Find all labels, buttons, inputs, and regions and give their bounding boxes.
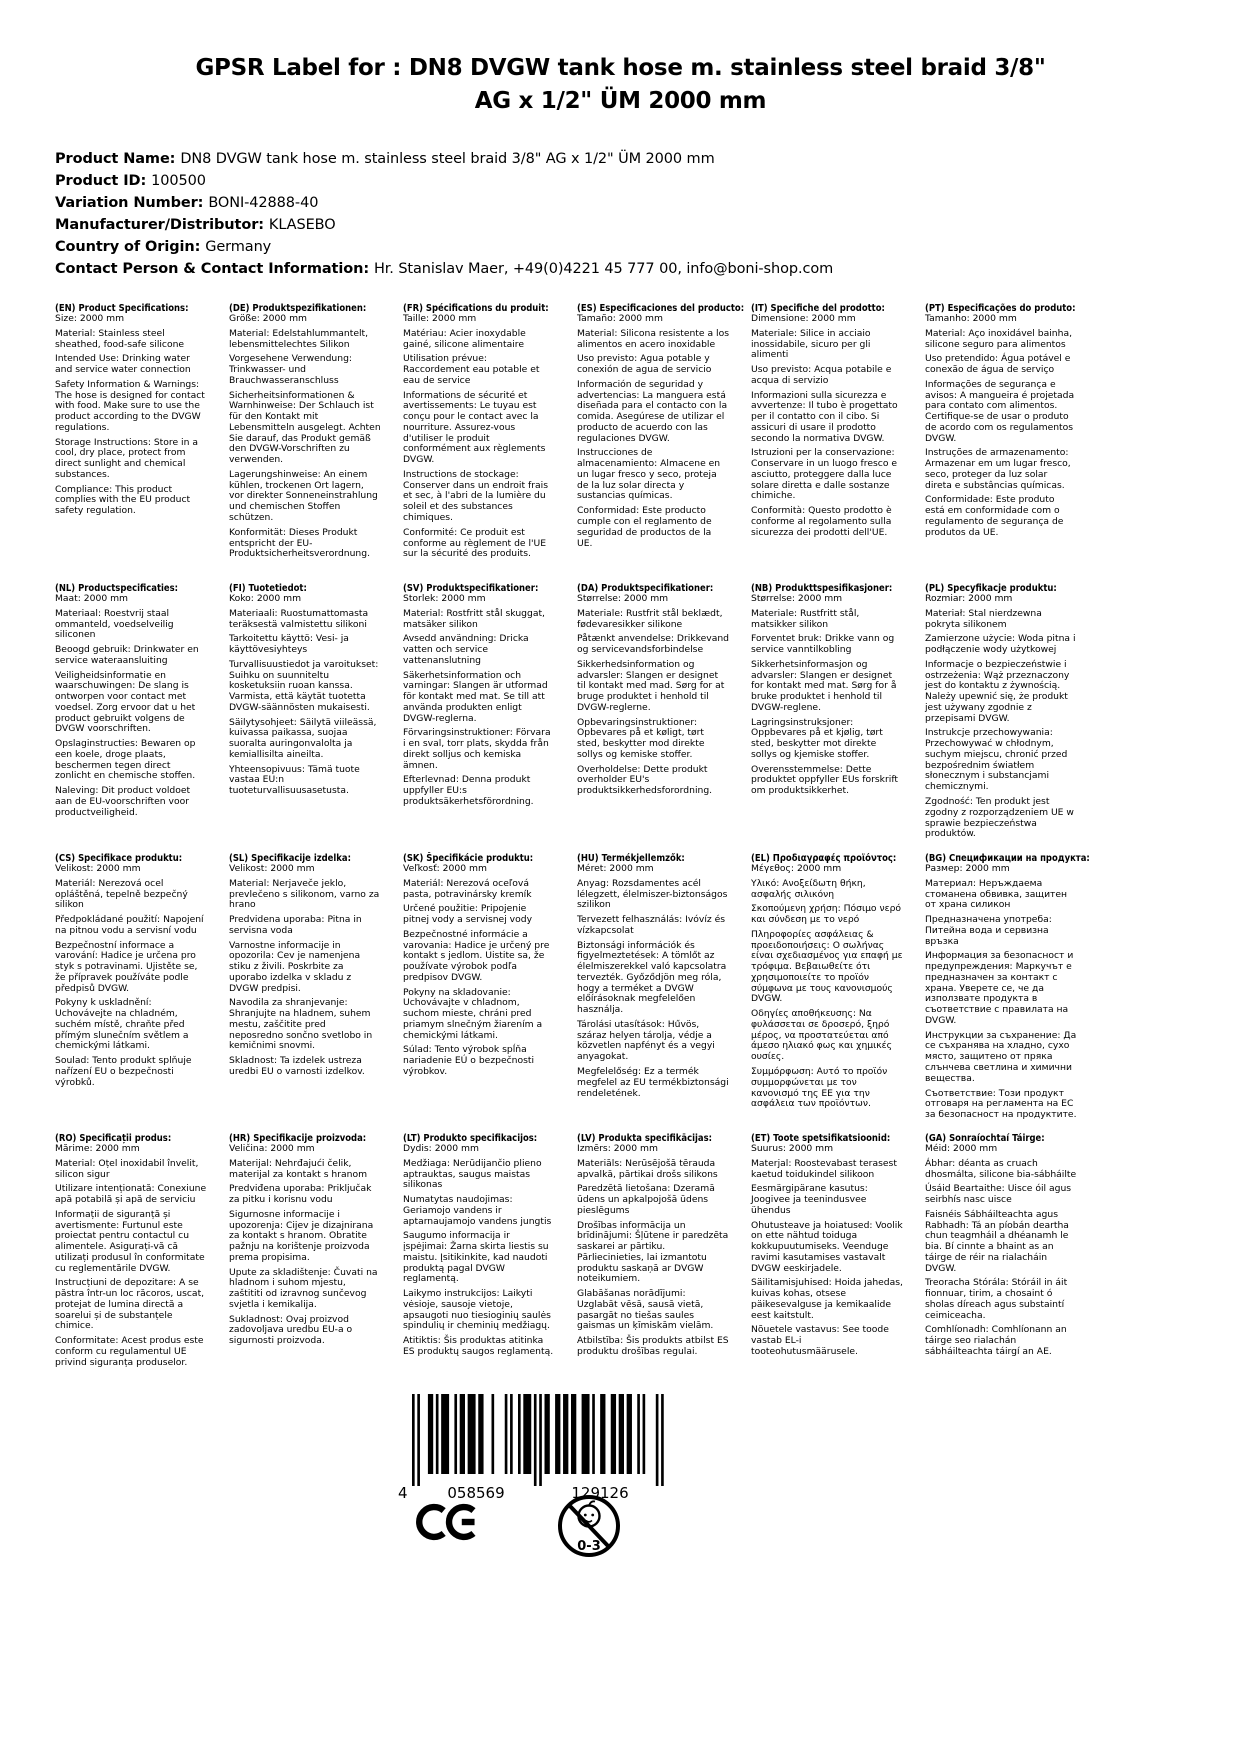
lang-paragraph: Sukladnost: Ovaj proizvod zadovoljava uredbu EU-a o sigurnosti proizvoda. [229, 1313, 353, 1347]
lang-paragraph: Tárolási utasítások: Hűvös, száraz helyen tárolja, védje a közvetlen napfényt és a vegyi anyagokat. [577, 1018, 715, 1063]
lang-block-el [751, 853, 903, 1133]
lang-heading: (NB) Produkttspesifikasjoner: [751, 583, 893, 594]
lang-block-pl [925, 583, 1077, 853]
lang-paragraph: Materiale: Rustfrit stål beklædt, fødevaresikker silikone [577, 607, 723, 630]
lang-block-sk [403, 853, 555, 1133]
lang-paragraph: Tervezett felhasználás: Ivóvíz és vízkapcsolat [577, 914, 726, 936]
lang-block-sl [229, 853, 381, 1133]
lang-size-line: Tamanho: 2000 mm [925, 313, 1017, 324]
lang-paragraph: Faisnéis Sábháilteachta agus Rabhadh: Tá an píobán deartha chun teagmháil a dhéanamh le bia. Bí cinnte a bhaint as an táirge de réir na rialacháin DVGW. [925, 1208, 1069, 1274]
lang-size-line: Størrelse: 2000 mm [751, 593, 843, 604]
lang-block-nl [55, 583, 207, 853]
lang-paragraph: Påtænkt anvendelse: Drikkevand og servicevandsforbindelse [577, 633, 729, 656]
lang-paragraph: Anyag: Rozsdamentes acél lélegzett, élelmiszer-biztonságos szilikon [577, 877, 728, 911]
lang-paragraph: Pokyny k uskladnění: Uchovávejte na chladném, suchém místě, chraňte před přímým slunečním světlem a chemickými látkami. [55, 997, 189, 1052]
lang-block-et [751, 1133, 903, 1369]
lang-paragraph: Overensstemmelse: Dette produktet oppfyller EUs forskrift om produktsikkerhet. [751, 763, 899, 797]
lang-heading: (ET) Toote spetsifikatsioonid: [751, 1133, 891, 1144]
lang-paragraph: Información de seguridad y advertencias: La manguera está diseñada para el contacto con la comida. Asegúrese de utilizar el producto de acuerdo con las regulaciones DVGW. [577, 378, 728, 444]
lang-heading: (FI) Tuotetiedot: [229, 583, 307, 594]
lang-paragraph: Conformidad: Este producto cumple con el reglamento de seguridad de productos de la UE. [577, 505, 712, 549]
product-info-line [55, 258, 833, 280]
lang-heading: (RO) Specificații produs: [55, 1133, 172, 1144]
lang-block-hu [577, 853, 729, 1133]
lang-block-es [577, 303, 745, 583]
lang-paragraph: Informations de sécurité et avertissements: Le tuyau est conçu pour le contact avec la nourriture. Assurez-vous d'utiliser le produit conformément aux règlements DVGW. [403, 389, 546, 466]
lang-paragraph: Laikymo instrukcijos: Laikyti vėsioje, sausoje vietoje, apsaugoti nuo tiesioginių saulės spindulių ir cheminių medžiagų. [403, 1288, 551, 1332]
lang-paragraph: Instrukcje przechowywania: Przechowywać w chłodnym, suchym miejscu, chronić przed bezpośrednim światłem słonecznym i substancjami chemicznymi. [925, 727, 1068, 793]
lang-paragraph: Varnostne informacije in opozorila: Cev je namenjena stiku z živili. Poskrbite za uporabo izdelka v skladu z DVGW predpisi. [229, 939, 361, 994]
lang-paragraph: Säilitamisjuhised: Hoida jahedas, kuivas kohas, otsese päikesevalguse ja kemikaalide eest kaitstult. [751, 1277, 903, 1321]
lang-paragraph: Conformité: Ce produit est conforme au règlement de l'UE sur la sécurité des produits. [403, 526, 547, 560]
lang-paragraph: Veiligheidsinformatie en waarschuwingen: De slang is ontworpen voor contact met voedsel. Zorg ervoor dat u het product gebruikt volgens de DVGW voorschriften. [55, 669, 196, 735]
lang-paragraph: Matériau: Acier inoxydable gainé, silicone alimentaire [403, 327, 526, 350]
lang-paragraph: Upute za skladištenje: Čuvati na hladnom i suhom mjestu, zaštititi od izravnog sunčevog svjetla i kemikalija. [229, 1266, 378, 1310]
lang-paragraph: Säkerhetsinformation och varningar: Slangen är utformad för kontakt med mat. Se till att använda produkten enligt DVGW-reglerna. [403, 669, 548, 724]
lang-paragraph: Megfelelőség: Ez a termék megfelel az EU termékbiztonsági rendeletének. [577, 1066, 729, 1099]
lang-size-line: Size: 2000 mm [55, 313, 125, 324]
lang-heading: (EN) Product Specifications: [55, 303, 189, 314]
lang-block-sv [403, 583, 555, 853]
lang-paragraph: Atbilstība: Šis produkts atbilst ES produktu drošības regulai. [577, 1335, 729, 1358]
lang-heading: (SK) Špecifikácie produktu: [403, 853, 534, 864]
lang-size-line: Dimensione: 2000 mm [751, 313, 856, 324]
lang-heading: (HR) Specifikacije proizvoda: [229, 1133, 367, 1144]
lang-paragraph: Saugumo informacija ir įspėjimai: Žarna skirta liestis su maistu. Įsitikinkite, kad naudoti produktą pagal DVGW reglamentą. [403, 1230, 549, 1285]
lang-paragraph: Sikkerhetsinformasjon og advarsler: Slangen er designet for kontakt med mat. Sørg for å bruke produktet i henhold til DVGW-reglene. [751, 658, 897, 713]
product-info-label: Variation Number: [55, 195, 209, 211]
lang-size-line: Koko: 2000 mm [229, 593, 302, 604]
lang-block-ga [925, 1133, 1077, 1369]
lang-paragraph: Πληροφορίες ασφάλειας & προειδοποιήσεις: Ο σωλήνας είναι σχεδιασμένος για επαφή με τρόφιμα. Βεβαιωθείτε ότι χρησιμοποιείτε το προϊόν σύμφωνα με τους κανονισμούς DVGW. [751, 928, 903, 1005]
lang-size-line: Μέγεθος: 2000 mm [751, 863, 842, 874]
lang-paragraph: Material: Aço inoxidável bainha, silicone seguro para alimentos [925, 327, 1072, 350]
lang-paragraph: Soulad: Tento produkt splňuje nařízení EU o bezpečnosti výrobků. [55, 1055, 192, 1088]
lang-heading: (HU) Termékjellemzők: [577, 853, 685, 864]
lang-paragraph: Určené použitie: Pripojenie pitnej vody a servisnej vody [403, 903, 533, 926]
lang-heading: (ES) Especificaciones del producto: [577, 303, 745, 314]
product-info-label: Manufacturer/Distributor: [55, 217, 269, 233]
lang-paragraph: Materiál: Nerezová ocel opláštěná, tepelně bezpečný silikon [55, 877, 188, 911]
lang-paragraph: Säilytysohjeet: Säilytä viileässä, kuivassa paikassa, suojaa suoralta auringonvalolta ja kemiallisilta aineilta. [229, 716, 377, 760]
lang-paragraph: Materiał: Stal nierdzewna pokryta silikonem [925, 607, 1042, 630]
product-info-value: Germany [205, 239, 272, 255]
lang-paragraph: Uso previsto: Agua potable y conexión de agua de servicio [577, 353, 712, 376]
lang-paragraph: Uso previsto: Acqua potabile e acqua di servizio [751, 364, 892, 386]
lang-block-fr [403, 303, 555, 583]
lang-paragraph: Съответствие: Този продукт отговаря на регламента на ЕС за безопасност на продуктите. [925, 1087, 1077, 1121]
product-info-value: KLASEBO [268, 217, 336, 233]
lang-heading: (FR) Spécifications du produit: [403, 303, 549, 314]
lang-size-line: Izmērs: 2000 mm [577, 1143, 658, 1154]
lang-paragraph: Sigurnosne informacije i upozorenja: Cijev je dizajnirana za kontakt s hranom. Obratite pažnju na korištenje proizvoda prema propisima. [229, 1208, 374, 1263]
lang-paragraph: Materiāls: Nerūsējošā tērauda apvalkā, pārtikai drošs silikons [577, 1157, 718, 1180]
page-title [0, 52, 1241, 119]
product-info-label: Product Name: [55, 151, 181, 167]
lang-size-line: Размер: 2000 mm [925, 863, 1010, 874]
lang-paragraph: Предназначена употреба: Питейна вода и сервизна връзка [925, 914, 1052, 947]
svg-text:4: 4 [398, 1484, 408, 1502]
lang-paragraph: Materjal: Roostevabast terasest kaetud toidukindel silikoon [751, 1157, 897, 1180]
lang-block-cs [55, 853, 207, 1133]
lang-paragraph: Materijal: Nehrđajući čelik, materijal za kontakt s hranom [229, 1157, 368, 1180]
lang-paragraph: Materiale: Silice in acciaio inossidabile, sicuro per gli alimenti [751, 327, 871, 361]
lang-paragraph: Ohutusteave ja hoiatused: Voolik on ette nähtud toiduga kokkupuutumiseks. Veenduge ravimi kasutamises vastavalt DVGW eeskirjadele. [751, 1219, 903, 1274]
lang-paragraph: Οδηγίες αποθήκευσης: Να φυλάσσεται σε δροσερό, ξηρό μέρος, να προστατεύεται από άμεσο ηλιακό φως και χημικές ουσίες. [751, 1008, 893, 1063]
lang-paragraph: Instrucțiuni de depozitare: A se păstra într-un loc răcoros, uscat, protejat de lumina directă a soarelui și de substanțele chimice. [55, 1277, 205, 1332]
product-info-value: BONI-42888-40 [208, 195, 319, 211]
product-info-label: Product ID: [55, 173, 152, 189]
lang-heading: (PT) Especificações do produto: [925, 303, 1076, 314]
product-info-line [55, 170, 833, 192]
lang-size-line: Velikost: 2000 mm [229, 863, 315, 874]
lang-block-nb [751, 583, 903, 853]
lang-paragraph: Predvidena uporaba: Pitna in servisna voda [229, 914, 362, 936]
lang-paragraph: Conformitate: Acest produs este conform cu regulamentul UE privind siguranța produselor. [55, 1335, 204, 1368]
lang-paragraph: Intended Use: Drinking water and service water connection [55, 353, 191, 376]
product-info-line [55, 214, 833, 236]
lang-heading: (PL) Specyfikacje produktu: [925, 583, 1057, 594]
lang-paragraph: Skladnost: Ta izdelek ustreza uredbi EU o varnosti izdelkov. [229, 1055, 365, 1078]
lang-block-it [751, 303, 903, 583]
lang-block-de [229, 303, 381, 583]
product-info-value: Hr. Stanislav Maer, +49(0)4221 45 777 00, info@boni-shop.com [373, 261, 834, 277]
lang-paragraph: Úsáid Beartaithe: Uisce óil agus seirbhís nasc uisce [925, 1183, 1072, 1206]
product-info [55, 148, 833, 280]
lang-paragraph: Zamierzone użycie: Woda pitna i podłączenie wody użytkowej [925, 633, 1076, 656]
lang-paragraph: Conformidade: Este produto está em conformidade com o regulamento de segurança de produtos da UE. [925, 494, 1064, 538]
lang-block-lv [577, 1133, 729, 1369]
lang-paragraph: Material: Stainless steel sheathed, food-safe silicone [55, 327, 185, 350]
lang-paragraph: Materiale: Rustfritt stål, matsikker silikon [751, 607, 860, 630]
lang-paragraph: Материал: Неръждаема стоманена обвивка, защитен от храна силикон [925, 877, 1068, 911]
product-info-line [55, 236, 833, 258]
age-warning-label: 0-3 [577, 1539, 601, 1554]
product-info-line [55, 192, 833, 214]
lang-heading: (EL) Προδιαγραφές προϊόντος: [751, 853, 897, 864]
lang-size-line: Rozmiar: 2000 mm [925, 593, 1013, 604]
lang-size-line: Maat: 2000 mm [55, 593, 129, 604]
lang-paragraph: Safety Information & Warnings: The hose is designed for contact with food. Make sure to use the product according to the DVGW regulations. [55, 378, 205, 433]
lang-paragraph: Předpokládané použití: Napojení na pitnou vodu a servisní vodu [55, 914, 204, 936]
lang-paragraph: Συμμόρφωση: Αυτό το προϊόν συμμορφώνεται με τον κανονισμό της ΕΕ για την ασφάλεια των προϊόντων. [751, 1066, 888, 1110]
lang-size-line: Størrelse: 2000 mm [577, 593, 669, 604]
lang-paragraph: Instruções de armazenamento: Armazenar em um lugar fresco, seco, proteger da luz solar direta e substâncias químicas. [925, 447, 1071, 491]
lang-paragraph: Pokyny na skladovanie: Uchovávajte v chladnom, suchom mieste, chráni pred priamym slnečným žiarením a chemickými látkami. [403, 986, 543, 1041]
lang-paragraph: Navodila za shranjevanje: Shranjujte na hladnem, suhem mestu, zaščitite pred neposredno sončno svetlobo in kemičnimi snovmi. [229, 997, 373, 1052]
lang-paragraph: Numatytas naudojimas: Geriamojo vandens ir aptarnaujamojo vandens jungtis [403, 1194, 552, 1227]
lang-paragraph: Instrucciones de almacenamiento: Almacene en un lugar fresco y seco, proteja de la luz solar directa y sustancias químicas. [577, 447, 721, 502]
lang-paragraph: Informazioni sulla sicurezza e avvertenze: Il tubo è progettato per il contatto con il cibo. Si assicuri di usare il prodotto secondo la normativa DVGW. [751, 389, 898, 444]
lang-paragraph: Storage Instructions: Store in a cool, dry place, protect from direct sunlight and chemical substances. [55, 436, 198, 480]
lang-paragraph: Paredzētā lietošana: Dzeramā ūdens un apkalpojošā ūdens pieslēgums [577, 1183, 715, 1216]
lang-size-line: Größe: 2000 mm [229, 313, 307, 324]
lang-size-line: Tamaño: 2000 mm [577, 313, 663, 324]
lang-paragraph: Material: Oțel inoxidabil învelit, silicon sigur [55, 1157, 199, 1180]
lang-block-pt [925, 303, 1077, 583]
lang-paragraph: Medžiaga: Nerūdijančio plieno aptrauktas, saugus maistas silikonas [403, 1157, 542, 1191]
lang-heading: (LV) Produkta specifikācijas: [577, 1133, 712, 1144]
lang-paragraph: Beoogd gebruik: Drinkwater en service wateraansluiting [55, 644, 199, 666]
lang-paragraph: Material: Silicona resistente a los alimentos en acero inoxidable [577, 327, 729, 350]
lang-size-line: Veličina: 2000 mm [229, 1143, 315, 1154]
lang-paragraph: Zgodność: Ten produkt jest zgodny z rozporządzeniem UE w sprawie bezpieczeństwa produktów. [925, 796, 1074, 840]
lang-heading: (SV) Produktspecifikationer: [403, 583, 539, 594]
lang-size-line: Mărime: 2000 mm [55, 1143, 140, 1154]
lang-paragraph: Material: Edelstahlummantelt, lebensmittelechtes Silikon [229, 327, 369, 350]
lang-paragraph: Информация за безопасност и предупреждения: Маркучът е предназначен за контакт с храна. Уверете се, че да използвате продукта в съответствие с правилата на DVGW. [925, 950, 1074, 1026]
lang-paragraph: Materiaali: Ruostumattomasta teräksestä valmistettu silikoni [229, 607, 369, 630]
lang-paragraph: Efterlevnad: Denna produkt uppfyller EU:s produktsäkerhetsförordning. [403, 774, 534, 808]
lang-paragraph: Comhlíonadh: Comhlíonann an táirge seo rialachán sábháilteachta táirgí an AE. [925, 1324, 1067, 1358]
lang-paragraph: Forventet bruk: Drikke vann og service vanntilkobling [751, 633, 895, 656]
language-specs-grid [55, 303, 1090, 1369]
lang-heading: (NL) Productspecificaties: [55, 583, 178, 594]
lang-paragraph: Bezpečnostné informácie a varovania: Hadice je určený pre kontakt s jedlom. Uistite sa, že používate výrobok podľa predpisov DVGW. [403, 928, 550, 983]
lang-heading: (SL) Specifikacije izdelka: [229, 853, 351, 864]
lang-size-line: Taille: 2000 mm [403, 313, 477, 324]
lang-paragraph: Materiaal: Roestvrij staal ommanteld, voedselveilig siliconen [55, 607, 174, 641]
svg-text:129126: 129126 [571, 1484, 629, 1502]
ce-mark-icon [416, 1496, 482, 1548]
age-warning-0-3-icon [556, 1486, 622, 1566]
lang-paragraph: Konformität: Dieses Produkt entspricht der EU-Produktsicherheitsverordnung. [229, 526, 371, 560]
lang-heading: (CS) Specifikace produktu: [55, 853, 183, 864]
lang-paragraph: Opbevaringsinstruktioner: Opbevares på et køligt, tørt sted, beskytter mod direkte sollys og kemiske stoffer. [577, 716, 705, 760]
ean-barcode [396, 1394, 676, 1504]
lang-paragraph: Bezpečnostní informace a varování: Hadice je určena pro styk s potravinami. Ujistěte se, že přípravek používáte podle předpisů DVGW. [55, 939, 198, 994]
lang-paragraph: Glabāšanas norādījumi: Uzglabāt vēsā, sausā vietā, pasargāt no tiešas saules gaismas un ķīmiskām vielām. [577, 1288, 714, 1332]
lang-size-line: Dydis: 2000 mm [403, 1143, 479, 1154]
lang-paragraph: Súlad: Tento výrobok spĺňa nariadenie EÚ o bezpečnosti výrobkov. [403, 1044, 535, 1078]
lang-heading: (IT) Specifiche del prodotto: [751, 303, 885, 314]
lang-paragraph: Sikkerhedsinformation og advarsler: Slangen er designet til kontakt med mad. Sørg for at bruge produktet i henhold til DVGW-reglerne. [577, 658, 725, 713]
lang-paragraph: Vorgesehene Verwendung: Trinkwasser- und Brauchwasseranschluss [229, 353, 352, 386]
lang-size-line: Suurus: 2000 mm [751, 1143, 834, 1154]
lang-block-en [55, 303, 207, 583]
product-info-label: Contact Person & Contact Information: [55, 261, 374, 277]
lang-paragraph: Avsedd användning: Dricka vatten och service vattenanslutning [403, 633, 529, 666]
lang-heading: (DA) Produktspecifikationer: [577, 583, 714, 594]
lang-paragraph: Conformità: Questo prodotto è conforme al regolamento sulla sicurezza dei prodotti dell'UE. [751, 505, 892, 538]
svg-text:058569: 058569 [447, 1484, 505, 1502]
lang-size-line: Méid: 2000 mm [925, 1143, 998, 1154]
lang-paragraph: Informações de segurança e avisos: A mangueira é projetada para contato com alimentos. Certifique-se de usar o produto de acordo com os regulamentos DVGW. [925, 378, 1075, 444]
lang-size-line: Velikost: 2000 mm [55, 863, 141, 874]
lang-paragraph: Υλικό: Ανοξείδωτη θήκη, ασφαλής σιλικόνη [751, 877, 866, 900]
lang-heading: (GA) Sonraíochtaí Táirge: [925, 1133, 1045, 1144]
lang-paragraph: Tarkoitettu käyttö: Vesi- ja käyttövesiyhteys [229, 633, 349, 656]
lang-size-line: Storlek: 2000 mm [403, 593, 486, 604]
lang-paragraph: Atitiktis: Šis produktas atitinka ES produktų saugos reglamentą. [403, 1335, 554, 1358]
lang-block-lt [403, 1133, 555, 1369]
lang-block-hr [229, 1133, 381, 1369]
lang-paragraph: Nõuetele vastavus: See toode vastab EL-i tooteohutusmäärusele. [751, 1324, 889, 1358]
lang-paragraph: Informacje o bezpieczeństwie i ostrzeżenia: Wąż przeznaczony jest do kontaktu z żywnością. Należy upewnić się, że produkt jest używany zgodnie z przepisami DVGW. [925, 658, 1070, 724]
lang-paragraph: Overholdelse: Dette produkt overholder EU's produktsikkerhedsforordning. [577, 763, 713, 797]
product-info-value: DN8 DVGW tank hose m. stainless steel braid 3/8" AG x 1/2" ÜM 2000 mm [180, 151, 715, 167]
footer [396, 1394, 686, 1604]
lang-block-da [577, 583, 729, 853]
lang-paragraph: Opslaginstructies: Bewaren op een koele, droge plaats, beschermen tegen direct zonlicht en chemische stoffen. [55, 738, 196, 782]
lang-paragraph: Uso pretendido: Água potável e conexão de água de serviço [925, 353, 1071, 376]
product-info-line [55, 148, 833, 170]
lang-paragraph: Eesmärgipärane kasutus: Joogivee ja teenindusvee ühendus [751, 1183, 868, 1216]
lang-paragraph: Drošības informācija un brīdinājumi: Šļūtene ir paredzēta saskarei ar pārtiku. Pārliecinieties, lai izmantotu produktu saskaņā ar DVGW noteikumiem. [577, 1219, 729, 1285]
lang-paragraph: Sicherheitsinformationen & Warnhinweise: Der Schlauch ist für den Kontakt mit Lebensmitteln ausgelegt. Achten Sie darauf, das Produkt gemäß den DVGW-Vorschriften zu verwenden. [229, 389, 381, 466]
lang-heading: (DE) Produktspezifikationen: [229, 303, 367, 314]
lang-paragraph: Σκοπούμενη χρήση: Πόσιμο νερό και σύνδεση με το νερό [751, 903, 902, 926]
product-info-label: Country of Origin: [55, 239, 206, 255]
lang-paragraph: Turvallisuustiedot ja varoitukset: Suihku on suunniteltu kosketuksiin ruoan kanssa. Varmista, että käytät tuotetta DVGW-säännösten mukaisesti. [229, 658, 379, 713]
lang-paragraph: Material: Rostfritt stål skuggat, matsäker silikon [403, 607, 545, 630]
lang-paragraph: Instructions de stockage: Conserver dans un endroit frais et sec, à l'abri de la lumière du soleil et des substances chimiques. [403, 468, 548, 524]
lang-paragraph: Utilizare intenționată: Conexiune apă potabilă și apă de serviciu [55, 1183, 207, 1206]
page-title-line1: GPSR Label for : DN8 DVGW tank hose m. stainless steel braid 3/8" [195, 55, 1046, 81]
lang-block-bg [925, 853, 1090, 1133]
lang-paragraph: Lagerungshinweise: An einem kühlen, trockenen Ort lagern, vor direkter Sonneneinstrahlung und chemischen Stoffen schützen. [229, 468, 378, 524]
lang-paragraph: Инструкции за съхранение: Да се съхранява на хладно, сухо място, защитено от пряка слънчева светлина и химични вещества. [925, 1029, 1077, 1084]
lang-heading: (BG) Спецификации на продукта: [925, 853, 1090, 864]
lang-size-line: Veľkosť: 2000 mm [403, 863, 487, 874]
page-title-line2: AG x 1/2" ÜM 2000 mm [474, 88, 767, 115]
product-info-value: 100500 [151, 173, 206, 189]
lang-paragraph: Förvaringsinstruktioner: Förvara i en sval, torr plats, skydda från direkt solljus och kemiska ämnen. [403, 727, 551, 771]
lang-paragraph: Treoracha Stórála: Stóráil in áit fionnuar, tirim, a chosaint ó sholas díreach agus substaintí ceimiceacha. [925, 1277, 1068, 1321]
lang-block-fi [229, 583, 381, 853]
lang-paragraph: Materiál: Nerezová oceľová pasta, potravinársky kremík [403, 877, 532, 900]
lang-paragraph: Utilisation prévue: Raccordement eau potable et eau de service [403, 353, 540, 386]
lang-paragraph: Naleving: Dit product voldoet aan de EU-voorschriften voor productveiligheid. [55, 785, 191, 818]
lang-paragraph: Informații de siguranță și avertismente: Furtunul este proiectat pentru contactul cu alimentele. Asigurați-vă că utilizați produsul în conformitate cu reglementările DVGW. [55, 1208, 205, 1274]
lang-paragraph: Predviđena uporaba: Priključak za pitku i korisnu vodu [229, 1183, 372, 1206]
lang-paragraph: Lagringsinstruksjoner: Oppbevares på et kjølig, tørt sted, beskytter mot direkte sollys og kjemiske stoffer. [751, 716, 883, 760]
lang-paragraph: Material: Nerjaveče jeklo, prevlečeno s silikonom, varno za hrano [229, 877, 380, 911]
lang-block-ro [55, 1133, 207, 1369]
lang-paragraph: Istruzioni per la conservazione: Conservare in un luogo fresco e asciutto, proteggere dalla luce solare diretta e dalle sostanze chimiche. [751, 447, 898, 502]
lang-size-line: Méret: 2000 mm [577, 863, 654, 874]
lang-paragraph: Compliance: This product complies with the EU product safety regulation. [55, 483, 191, 517]
lang-paragraph: Biztonsági információk és figyelmeztetések: A tömlőt az élelmiszerekkel való kapcsolatra tervezték. Győződjön meg róla, hogy a terméket a DVGW előírásoknak megfelelően használja. [577, 939, 727, 1016]
lang-paragraph: Ábhar: déanta as cruach dhosmálta, silicone bia-sábháilte [925, 1157, 1077, 1180]
lang-paragraph: Yhteensopivuus: Tämä tuote vastaa EU:n tuoteturvallisuusasetusta. [229, 763, 360, 797]
lang-heading: (LT) Produkto specifikacijos: [403, 1133, 538, 1144]
